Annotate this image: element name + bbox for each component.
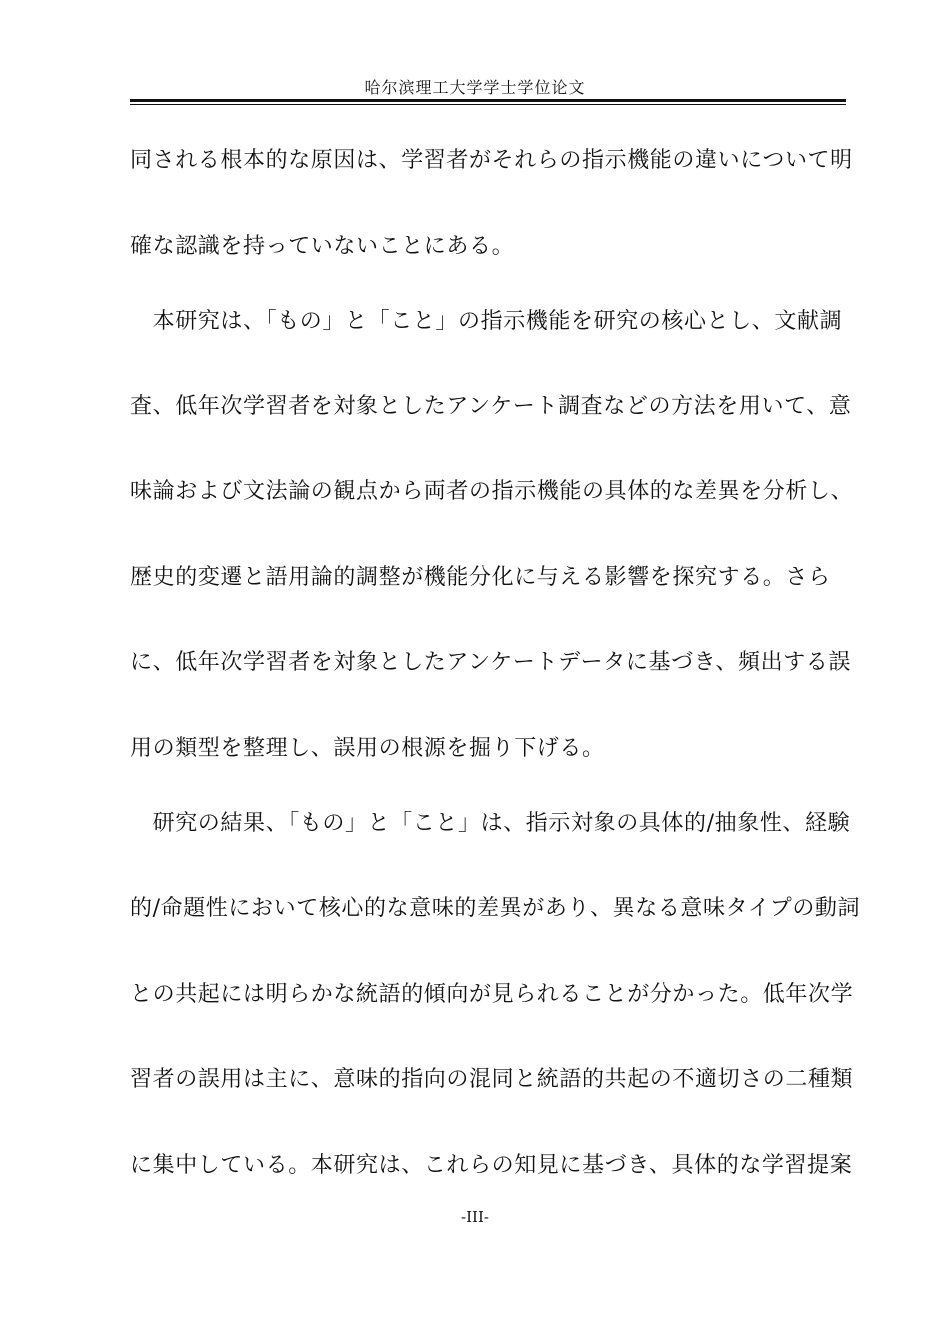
body-line-13: に集中している。本研究は、これらの知見に基づき、具体的な学習提案 [130,1153,853,1178]
header-rule-thin [130,104,846,105]
header-rule-thick [130,99,846,102]
page-number: -III- [461,1208,489,1226]
running-header: 哈尔滨理工大学学士学位论文 [364,78,586,97]
body-line-2: 確な認識を持っていないことにある。 [130,234,515,259]
body-line-11: との共起には明らかな統語的傾向が見られることが分かった。低年次学 [130,982,854,1007]
body-line-12: 習者の誤用は主に、意味的指向の混同と統語的共起の不適切さの二種類 [130,1067,854,1092]
body-line-8: 用の類型を整理し、誤用の根源を掘り下げる。 [130,736,605,761]
body-line-4: 査、低年次学習者を対象としたアンケート調査などの方法を用いて、意 [130,394,852,419]
body-line-1: 同される根本的な原因は、学習者がそれらの指示機能の違いについて明 [130,148,853,173]
body-line-6: 歴史的変遷と語用論的調整が機能分化に与える影響を探究する。さら [130,565,831,590]
body-line-9: 研究の結果、「もの」と「こと」は、指示対象の具体的/抽象性、経験 [130,811,851,836]
body-line-10: 的/命題性において核心的な意味的差異があり、異なる意味タイプの動詞 [130,896,861,921]
body-line-5: 味論および文法論の観点から両者の指示機能の具体的な差異を分析し、 [130,479,854,504]
body-line-7: に、低年次学習者を対象としたアンケートデータに基づき、頻出する誤 [130,650,852,675]
body-line-3: 本研究は、「もの」と「こと」の指示機能を研究の核心とし、文献調 [130,309,843,334]
